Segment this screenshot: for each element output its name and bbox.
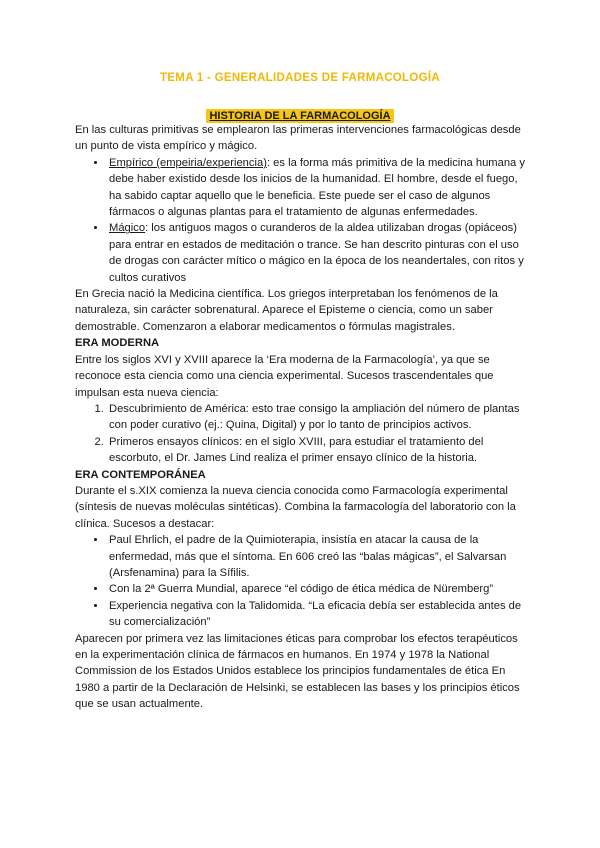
list-item-text: : es la forma más primitiva de la medicina humana y debe haber existido desde los inicios de la humanidad. El hombre, desde el fuego, ha sabido captar aquello que le beneficia. Este puede ser el caso de algunos fármacos o algunas plantas para el tratamiento de algunas enfermedades.: [109, 156, 525, 219]
document-body: [75, 122, 527, 713]
list-item: [107, 155, 527, 221]
list-item: 2. Primeros ensayos clínicos: en el siglo XVIII, para estudiar el tratamiento del escorbuto, el Dr. James Lind realiza el primer ensayo clínico de la historia.: [107, 434, 527, 467]
contemporary-heading: ERA CONTEMPORÁNEA: [75, 468, 206, 481]
contemporary-list: [75, 532, 527, 630]
document-title: TEMA 1 - GENERALIDADES DE FARMACOLOGÍA: [160, 72, 440, 84]
list-item: 1. Descubrimiento de América: esto trae consigo la ampliación del número de plantas con poder curativo (ej.: Quina, Digital) y por lo tanto de principios activos.: [107, 401, 527, 434]
greece-paragraph: En Grecia nació la Medicina científica. Los griegos interpretaban los fenómenos de la naturaleza, sin carácter sobrenatural. Aparece el Episteme o ciencia, como un saber demostrable. Comenzaron a elaborar medicamentos o fórmulas magistrales.: [75, 288, 498, 333]
modern-heading: ERA MODERNA: [75, 337, 160, 350]
modern-list: [75, 401, 527, 467]
list-item-term: Empírico (empeiria/experiencia): [109, 156, 267, 169]
primitive-list: [75, 155, 527, 286]
intro-paragraph: En las culturas primitivas se emplearon las primeras intervenciones farmacológicas desde un punto de vista empírico y mágico.: [75, 124, 521, 153]
list-item: • Experiencia negativa con la Talidomida. “La eficacia debía ser establecida antes de su comercialización”: [107, 598, 527, 631]
list-item-term: Mágico: [109, 222, 146, 235]
closing-paragraph: Aparecen por primera vez las limitaciones éticas para comprobar los efectos terapéuticos en la experimentación clínica de fármacos en humanos. En 1974 y 1978 la National Commission de los Estados Unidos establece los principios fundamentales de ética En 1980 a partir de la Declaración de Helsinki, se establecen las bases y los principios éticos que se usan actualmente.: [75, 632, 520, 711]
list-item: • Con la 2ª Guerra Mundial, aparece “el código de ética médica de Nüremberg”: [107, 581, 527, 597]
modern-paragraph: Entre los siglos XVI y XVIII aparece la ‘Era moderna de la Farmacología’, ya que se reconoce esta ciencia como una ciencia experimental. Sucesos trascendentales que impulsan esta nueva ciencia:: [75, 353, 494, 399]
list-item: [107, 220, 527, 286]
list-item: • Paul Ehrlich, el padre de la Quimioterapia, insistía en atacar la causa de la enfermedad, más que el síntoma. En 606 creó las “balas mágicas”, el Salvarsan (Arsfenamina) para la Sífilis.: [107, 532, 527, 581]
contemporary-paragraph: Durante el s.XIX comienza la nueva ciencia conocida como Farmacología experimental (síntesis de nuevas moléculas sintéticas). Combina la farmacología del laboratorio con la clínica. Sucesos a destacar:: [75, 484, 516, 530]
list-item-text: : los antiguos magos o curanderos de la aldea utilizaban drogas (opiáceos) para entrar en estados de meditación o trance. Se han descrito pinturas con el uso de drogas con carácter mítico o mágico en la época de los neandertales, con ritos y cultos curativos: [109, 222, 524, 284]
section-title: HISTORIA DE LA FARMACOLOGÍA: [206, 109, 393, 123]
